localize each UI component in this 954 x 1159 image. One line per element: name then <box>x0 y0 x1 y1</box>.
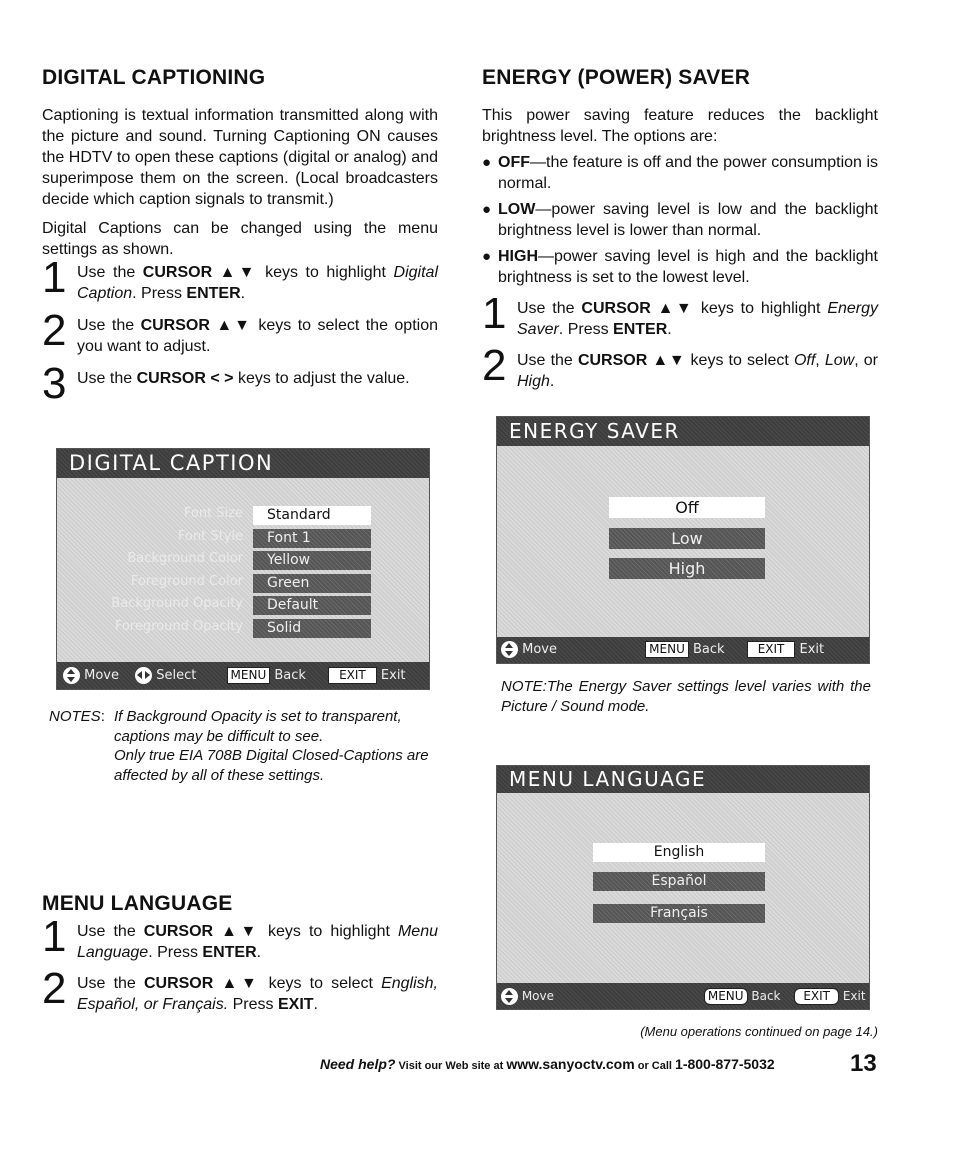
row-value[interactable]: Green <box>253 574 371 593</box>
row-value[interactable]: Solid <box>253 619 371 638</box>
row-label: Font Size <box>183 506 243 521</box>
option-low[interactable]: Low <box>609 528 765 549</box>
back-label: Back <box>274 668 306 683</box>
up-down-icon <box>501 641 518 658</box>
energy-saver-screen <box>496 416 870 664</box>
exit-label: Exit <box>799 642 825 657</box>
dc-step-1: 1 Use the CURSOR ▲▼ keys to highlight Digital Caption. Press ENTER. <box>42 253 439 302</box>
notes-label: NOTES <box>49 708 101 725</box>
menu-language-section <box>42 892 438 1015</box>
row-label: Background Opacity <box>111 596 243 611</box>
website-link[interactable]: www.sanyoctv.com <box>506 1056 635 1072</box>
page-footer <box>320 1050 880 1077</box>
step-number: 2 <box>42 306 67 355</box>
bullet-low: ● LOW—power saving level is low and the backlight brightness level is lower than normal. <box>482 201 878 239</box>
need-help-label: Need help? <box>320 1056 396 1072</box>
energy-options-list <box>482 152 878 288</box>
option-espanol[interactable]: Español <box>593 872 765 891</box>
digital-caption-screen <box>56 448 430 690</box>
exit-key[interactable]: EXIT <box>328 667 377 684</box>
up-down-icon <box>63 667 80 684</box>
left-column <box>42 66 439 408</box>
screen-title: ENERGY SAVER <box>497 417 869 446</box>
row-label: Background Color <box>127 551 243 566</box>
exit-label: Exit <box>842 989 866 1003</box>
es-step-1: 1 Use the CURSOR ▲▼ keys to highlight Energy Saver. Press ENTER. <box>482 289 879 338</box>
row-value-selected[interactable]: Standard <box>253 506 371 525</box>
up-down-icon <box>501 988 518 1005</box>
row-value[interactable]: Default <box>253 596 371 615</box>
step-number: 3 <box>42 359 67 408</box>
menu-language-heading: MENU LANGUAGE <box>42 892 233 915</box>
visit-text: Visit our Web site at <box>395 1060 507 1072</box>
energy-note <box>501 677 871 716</box>
row-label: Foreground Opacity <box>114 619 243 634</box>
screen-title: MENU LANGUAGE <box>497 766 869 793</box>
ml-step-1: 1 Use the CURSOR ▲▼ keys to highlight Menu Language. Press ENTER. <box>42 912 438 961</box>
option-off[interactable]: Off <box>609 497 765 518</box>
step-number: 1 <box>42 253 67 302</box>
continued-note: (Menu operations continued on page 14.) <box>640 1024 878 1039</box>
step-number: 1 <box>482 289 507 338</box>
energy-saver-heading: ENERGY (POWER) SAVER <box>482 66 751 89</box>
exit-label: Exit <box>380 668 406 683</box>
step-number: 1 <box>42 912 67 961</box>
note-label: NOTE: <box>501 678 547 695</box>
exit-key[interactable]: EXIT <box>747 641 796 658</box>
page-number: 13 <box>850 1050 877 1077</box>
option-francais[interactable]: Français <box>593 904 765 923</box>
or-call-text: or Call <box>634 1060 676 1072</box>
bullet-high: ● HIGH—power saving level is high and the backlight brightness is set to the lowest level. <box>482 248 878 286</box>
left-right-icon <box>135 667 152 684</box>
note-text: The Energy Saver settings level varies with the Picture / Sound mode. <box>501 678 871 715</box>
row-label: Font Style <box>177 529 243 544</box>
row-value[interactable]: Font 1 <box>253 529 371 548</box>
back-label: Back <box>751 989 781 1003</box>
right-column <box>482 66 878 392</box>
exit-key[interactable]: EXIT <box>794 988 839 1005</box>
screen-footer <box>497 983 869 1009</box>
phone-number: 1-800-877-5032 <box>675 1056 775 1072</box>
screen-footer <box>497 637 869 663</box>
menu-key[interactable]: MENU <box>227 667 271 684</box>
screen-footer <box>57 662 429 689</box>
dc-step-3: 3 Use the CURSOR < > keys to adjust the value. <box>42 359 410 408</box>
menu-key[interactable]: MENU <box>645 641 689 658</box>
dc-step-2: 2 Use the CURSOR ▲▼ keys to select the option you want to adjust. <box>42 306 438 355</box>
note-2: Only true EIA 708B Digital Closed-Captions are affected by all of these settings. <box>114 747 429 784</box>
digital-captioning-intro2: Digital Captions can be changed using the menu settings as shown. <box>42 220 438 258</box>
move-label: Move <box>521 989 555 1003</box>
ml-step-2: 2 Use the CURSOR ▲▼ keys to select English, Español, or Français. Press EXIT. <box>42 964 438 1013</box>
back-label: Back <box>693 642 725 657</box>
bullet-off: ● OFF—the feature is off and the power consumption is normal. <box>482 154 878 192</box>
energy-saver-intro: This power saving feature reduces the backlight brightness level. The options are: <box>482 107 878 145</box>
dc-notes: NOTES: If Background Opacity is set to transparent, captions may be difficult to see. Only true EIA 708B Digital Closed-Captions are affected by all of these settings. <box>49 708 429 784</box>
digital-captioning-intro: Captioning is textual information transmitted along with the picture and sound. Turning Captioning ON causes the HDTV to open these captions (digital or analog) and superimpose them on the screen. (Local broadcasters decide which caption signals to transmit.) <box>42 107 438 208</box>
note-1: If Background Opacity is set to transparent, captions may be difficult to see. <box>114 708 402 745</box>
es-step-2: 2 Use the CURSOR ▲▼ keys to select Off, Low, or High. <box>482 341 879 390</box>
screen-title: DIGITAL CAPTION <box>57 449 429 478</box>
step-number: 2 <box>42 964 67 1013</box>
menu-language-screen <box>496 765 870 1010</box>
row-label: Foreground Color <box>130 574 243 589</box>
option-english[interactable]: English <box>593 843 765 862</box>
move-label: Move <box>522 642 558 657</box>
row-value[interactable]: Yellow <box>253 551 371 570</box>
menu-key[interactable]: MENU <box>704 988 748 1005</box>
digital-captioning-heading: DIGITAL CAPTIONING <box>42 66 266 89</box>
move-label: Move <box>84 668 120 683</box>
step-number: 2 <box>482 341 507 390</box>
option-high[interactable]: High <box>609 558 765 579</box>
select-label: Select <box>156 668 197 683</box>
